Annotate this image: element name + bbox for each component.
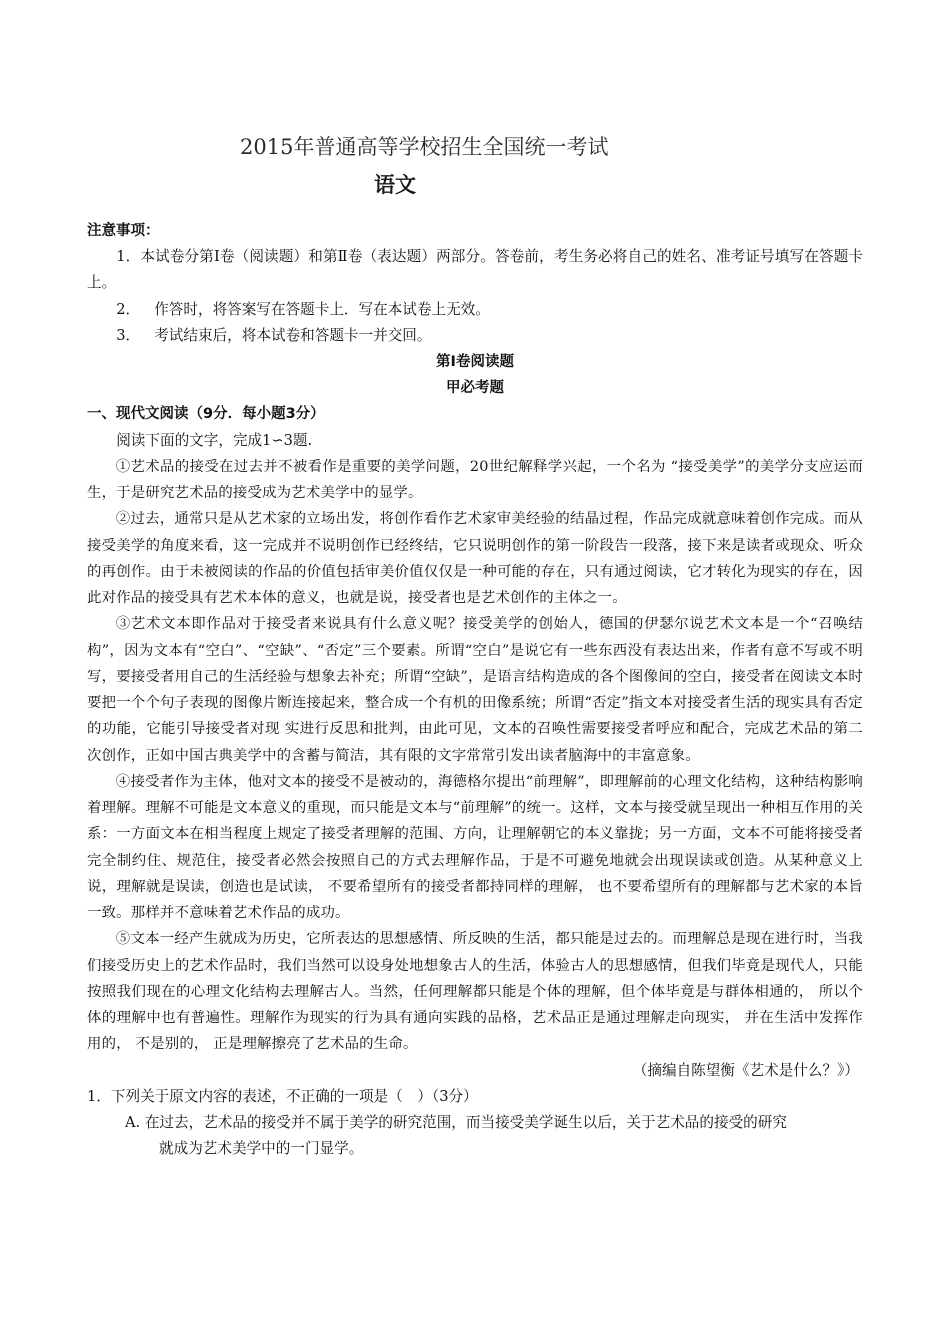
section-heading: 一、现代文阅读（9分．每小题3分） bbox=[87, 406, 325, 423]
subject-title bbox=[0, 171, 790, 199]
notice-item-1 bbox=[87, 244, 863, 296]
notice-item-2 bbox=[87, 297, 863, 323]
notice-item-1-num: 1． bbox=[116, 248, 141, 266]
notice-heading: 注意事项： bbox=[87, 223, 160, 239]
notice-item-1-text: 本试卷分第Ⅰ卷（阅读题）和第Ⅱ卷（表达题）两部分。答卷前，考生务必将自己的姓名、准考证号填写在答题卡上。 bbox=[87, 248, 863, 292]
notice-item-2-num: 2． bbox=[116, 300, 141, 318]
volume-subtitle: 甲必考题 bbox=[446, 380, 504, 397]
reading-instruction: 阅读下面的文字，完成1∽3题. bbox=[116, 431, 313, 449]
document-body bbox=[87, 218, 863, 1162]
passage-source: （摘编自陈望衡《艺术是什么？》） bbox=[632, 1061, 859, 1079]
notice-item-3-num: 3． bbox=[116, 326, 141, 344]
passage-paragraph-5: ⑤文本一经产生就成为历史，它所表达的思想感情、所反映的生活，都只能是过去的。而理解总是现在进行时，当我们接受历史上的艺术作品时，我们当然可以设身处地想象古人的生活，体验古人的思想感情，但我们毕竟是现代人，只能按照我们现在的心理文化结构去理解古人。当然，任何理解都只能是个体的理解，但个体毕竟是与群体相通的， 所以个体的理解中也有普遍性。理解作为现实的行为具有通向实践的品格，艺术品正是通过理解走向现实， 并在生活中发挥作用的， 不是别的， 正是理解擦亮了艺术品的生命。 bbox=[87, 931, 863, 1053]
passage-paragraph-1: ①艺术品的接受在过去并不被看作是重要的美学问题，20世纪解释学兴起，一个名为 “接受美学”的美学分支应运而生，于是研究艺术品的接受成为艺术美学中的显学。 bbox=[87, 458, 863, 502]
volume-title: 第Ⅰ卷阅读题 bbox=[436, 354, 514, 371]
subject-title-text: 语文 bbox=[374, 172, 416, 197]
exam-title: 2015年普通高等学校招生全国统一考试 bbox=[240, 135, 609, 159]
passage-paragraph-3: ③艺术文本即作品对于接受者来说具有什么意义呢？接受美学的创始人，德国的伊瑟尔说艺术文本是一个“召唤结构”，因为文本有“空白”、“空缺”、“否定”三个要素。所谓“空白”是说它有一些东西没有表达出来，作者有意不写或不明写，要接受者用自己的生活经验与想象去补充；所谓“空缺”，是语言结构造成的各个图像间的空白，接受者在阅读文本时要把一个个句子表现的图像片断连接起来，整合成一个有机的田像系统；所谓“否定”指文本对接受者生活的现实具有否定的功能，它能引导接受者对现 实进行反思和批判，由此可见，文本的召唤性需要接受者呼应和配合，完成艺术品的第二次创作，正如中国古典美学中的含蓄与简洁，其有限的文字常常引发出读者脑海中的丰富意象。 bbox=[87, 616, 863, 764]
notice-item-3 bbox=[87, 323, 863, 349]
question-1-option-a-continued: 就成为艺术美学中的一门显学。 bbox=[159, 1140, 364, 1158]
notice-item-3-text: 考试结束后，将本试卷和答题卡一并交回。 bbox=[154, 326, 432, 344]
notice-item-2-text: 作答时，将答案写在答题卡上．写在本试卷上无效。 bbox=[154, 300, 490, 318]
question-1-option-a: A. 在过去，艺术品的接受并不属于美学的研究范围，而当接受美学诞生以后，关于艺术品的接受的研究 bbox=[125, 1113, 787, 1131]
passage-paragraph-2: ②过去，通常只是从艺术家的立场出发，将创作看作艺术家审美经验的结晶过程，作品完成就意味着创作完成。而从接受美学的角度来看，这一完成并不说明创作已经终结，它只说明创作的第一阶段告一段落，接下来是读者或现众、听众的再创作。由于未被阅读的作品的价值包括审美价值仅仅是一种可能的存在，只有通过阅读，它才转化为现实的存在，因此对作品的接受具有艺术本体的意义，也就是说，接受者也是艺术创作的主体之一。 bbox=[87, 511, 863, 607]
passage-paragraph-4: ④接受者作为主体，他对文本的接受不是被动的，海德格尔提出“前理解”，即理解前的心理文化结构，这种结构影响着理解。理解不可能是文本意义的重现，而只能是文本与“前理解”的统一。这样，文本与接受就呈现出一种相互作用的关系：一方面文本在相当程度上规定了接受者理解的范围、方向，让理解朝它的本义靠拢；另一方面，文本不可能将接受者完全制约住、规范住，接受者必然会按照自己的方式去理解作品，于是不可避免地就会出现误读或创造。从某种意义上说，理解就是误读，创造也是试读， 不要希望所有的接受者都持同样的理解， 也不要希望所有的理解都与艺术家的本旨一致。那样并不意味着艺术作品的成功。 bbox=[87, 773, 863, 922]
question-1-stem: 1．下列关于原文内容的表述，不正确的一项是（ ）（3分） bbox=[87, 1087, 478, 1105]
